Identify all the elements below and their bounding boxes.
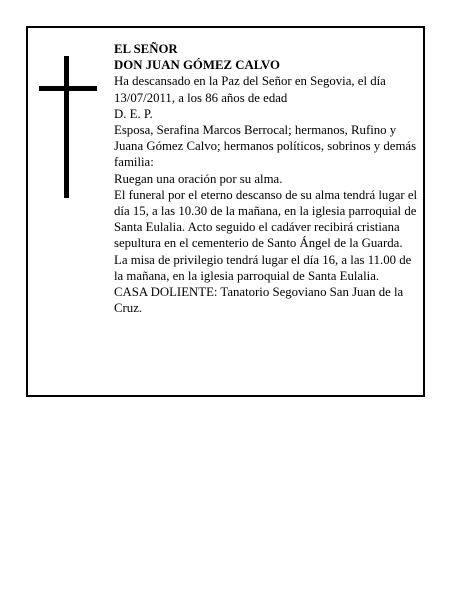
cross-horizontal-bar: [39, 86, 97, 91]
obituary-notice: [26, 26, 425, 397]
mass-details: La misa de privilegio tendrá lugar el día 16, a las 11.00 de la mañana, en la iglesia parroquial de Santa Eulalia.: [114, 252, 412, 283]
notice-text: [114, 41, 420, 316]
dep-line: D. E. P.: [114, 106, 153, 121]
rest-statement: Ha descansado en la Paz del Señor en Segovia, el día 13/07/2011, a los 86 años de edad: [114, 74, 386, 105]
family-list: Esposa, Serafina Marcos Berrocal; hermanos, Rufino y Juana Gómez Calvo; hermanos políticos, sobrinos y demás familia:: [114, 123, 417, 170]
funeral-details: El funeral por el eterno descanso de su alma tendrá lugar el día 15, a las 10.30 de la mañana, en la iglesia parroquial de Santa Eulalia. Acto seguido el cadáver recibirá cristiana sepultura en el cementerio de Santo Ángel de la Guarda.: [114, 187, 418, 251]
cross-vertical-bar: [64, 56, 69, 198]
deceased-name: DON JUAN GÓMEZ CALVO: [114, 58, 280, 73]
prayer-request: Ruegan una oración por su alma.: [114, 171, 283, 186]
deceased-title: EL SEÑOR: [114, 42, 178, 56]
mourning-house: CASA DOLIENTE: Tanatorio Segoviano San Juan de la Cruz.: [114, 285, 404, 316]
cross-icon: [39, 56, 97, 198]
